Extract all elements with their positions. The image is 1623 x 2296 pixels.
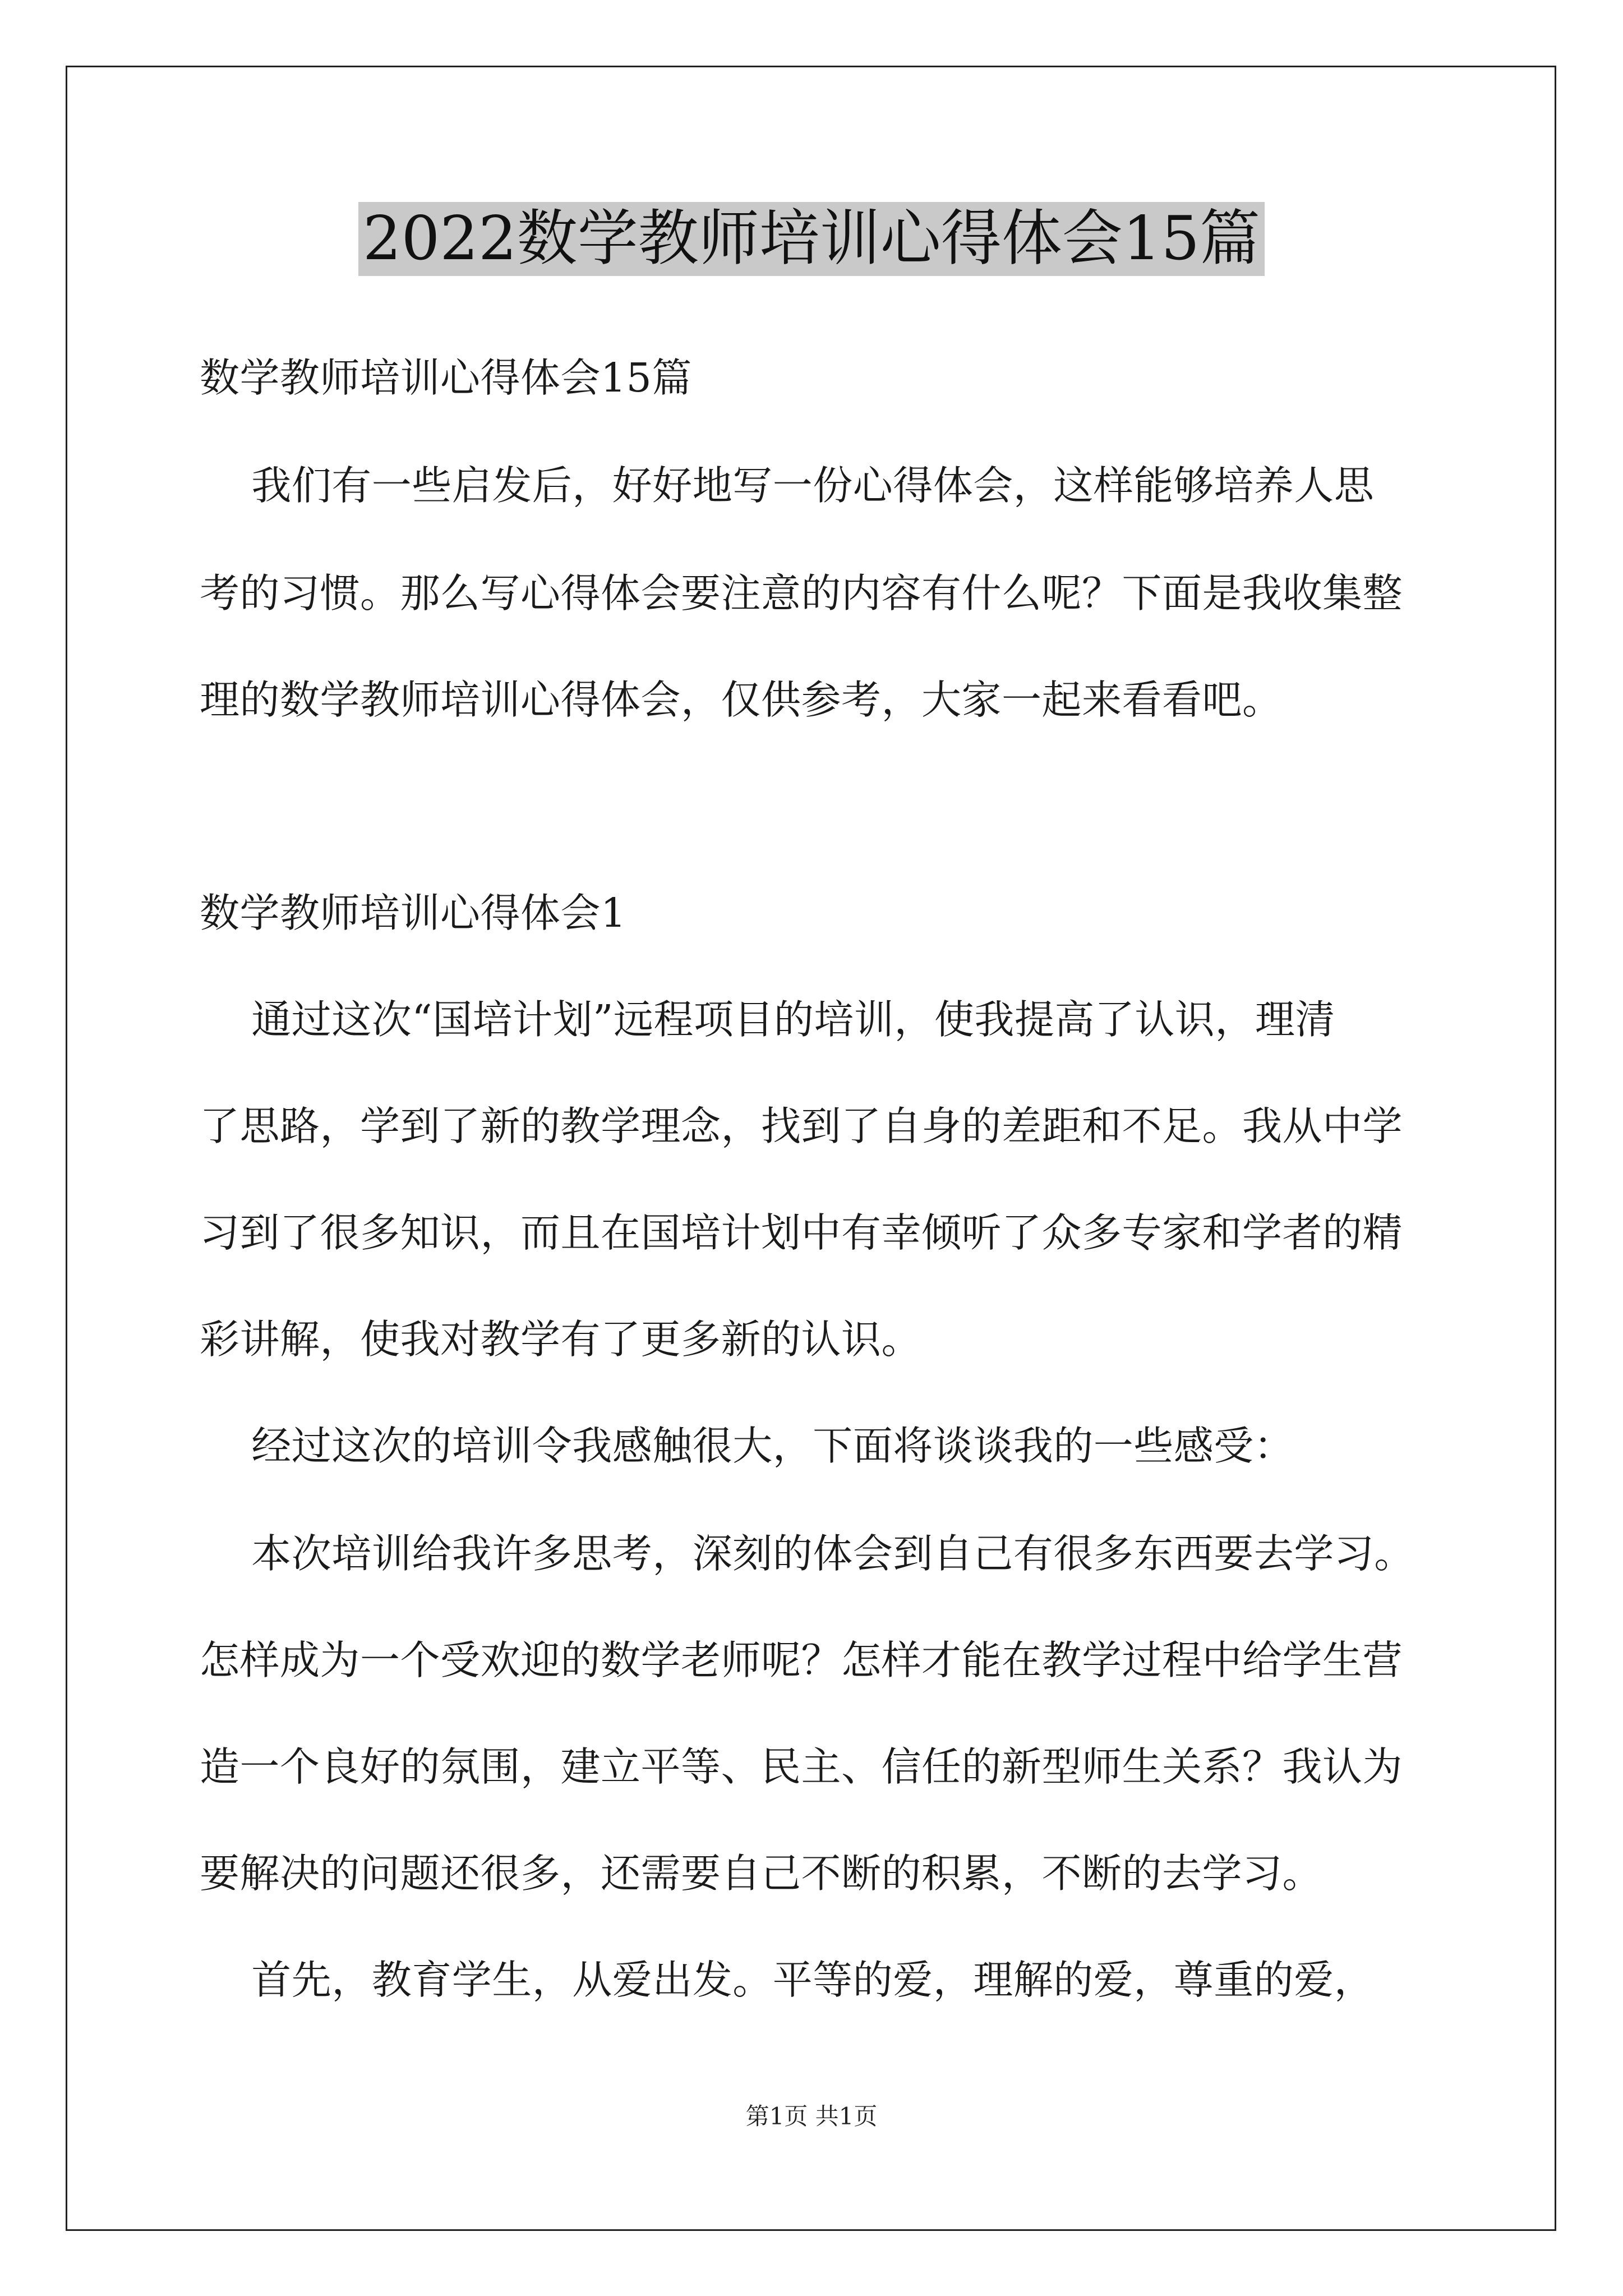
paragraph-line: 彩讲解，使我对教学有了更多新的认识。 [200, 1316, 922, 1363]
paragraph-line: 要解决的问题还很多，还需要自己不断的积累，不断的去学习。 [200, 1850, 1323, 1897]
paragraph-line: 造一个良好的氛围，建立平等、民主、信任的新型师生关系？我认为 [200, 1743, 1403, 1790]
paragraph-line: 本次培训给我许多思考，深刻的体会到自己有很多东西要去学习。 [200, 1530, 1414, 1577]
section-heading: 数学教师培训心得体会1 [200, 890, 626, 936]
paragraph-line: 经过这次的培训令我感触很大，下面将谈谈我的一些感受： [200, 1423, 1294, 1469]
document-title: 2022数学教师培训心得体会15篇 [358, 202, 1265, 276]
page-footer: 第1页 共1页 [745, 2102, 878, 2130]
paragraph-line: 首先，教育学生，从爱出发。平等的爱，理解的爱，尊重的爱， [200, 1957, 1375, 2003]
paragraph-line: 习到了很多知识，而且在国培计划中有幸倾听了众多专家和学者的精 [200, 1209, 1403, 1256]
subtitle-line: 数学教师培训心得体会15篇 [200, 355, 692, 401]
title-block [0, 202, 1623, 276]
paragraph-line: 怎样成为一个受欢迎的数学老师呢？怎样才能在教学过程中给学生营 [200, 1637, 1403, 1683]
paragraph-line: 通过这次“国培计划”远程项目的培训，使我提高了认识，理清 [200, 996, 1335, 1043]
paragraph-line: 考的习惯。那么写心得体会要注意的内容有什么呢？下面是我收集整 [200, 570, 1403, 616]
paragraph-line: 我们有一些启发后，好好地写一份心得体会，这样能够培养人思 [200, 462, 1375, 509]
paragraph-line: 了思路，学到了新的教学理念，找到了自身的差距和不足。我从中学 [200, 1103, 1403, 1149]
paragraph-line: 理的数学教师培训心得体会，仅供参考，大家一起来看看吧。 [200, 677, 1283, 723]
